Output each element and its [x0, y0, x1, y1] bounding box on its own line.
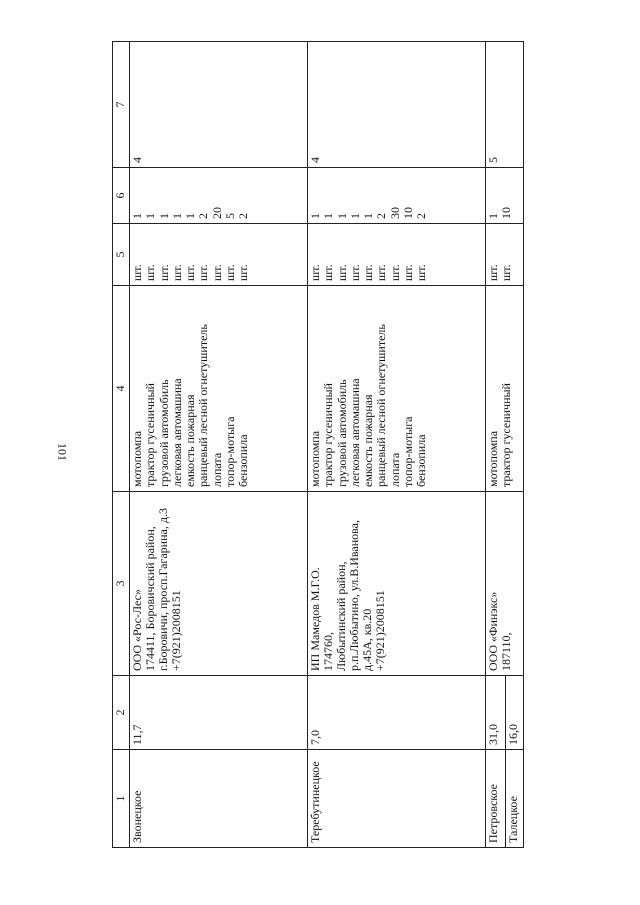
org-details: 174760, Любытинский район, р.п.Любытино, ул.В.Иванова, д.45А, кв.20 +7(921)2008151	[320, 519, 387, 671]
equipment-name: топор-мотыга	[401, 416, 416, 487]
district-cell: Талецкое	[506, 750, 524, 848]
area-cell: 11,7	[130, 676, 308, 750]
table-row	[308, 42, 486, 848]
equipment-name: ранцевый лесной огнетушитель	[374, 324, 389, 487]
unit-value: шт.	[169, 264, 184, 281]
equipment-name: трактор гусеничный	[499, 383, 514, 487]
unit-value: шт.	[236, 264, 251, 281]
area-cell: 16,0	[506, 676, 524, 750]
equipment-name: грузовой автомобиль	[334, 379, 349, 487]
col7-cell: 4	[308, 42, 486, 168]
unit-value: шт.	[401, 264, 416, 281]
quantity-value: 1	[308, 213, 322, 219]
equipment-table	[112, 41, 524, 848]
col-header-4: 4	[113, 286, 130, 492]
equipment-cell	[486, 286, 524, 492]
equipment-name: грузовой автомобиль	[156, 379, 171, 487]
unit-value: шт.	[414, 264, 429, 281]
unit-value: шт.	[499, 264, 514, 281]
equipment-name: лопата	[387, 452, 402, 487]
organization-cell	[308, 492, 486, 676]
equipment-name: мотопомпа	[486, 430, 500, 487]
quantity-value: 2	[374, 213, 389, 219]
page-number: 101	[55, 443, 70, 461]
rotated-table-page	[112, 42, 520, 848]
quantity-value: 1	[169, 213, 184, 219]
quantity-cell	[486, 168, 524, 224]
col-header-2: 2	[113, 676, 130, 750]
district-cell: Теребутинецкое	[308, 750, 486, 848]
equipment-cell	[130, 286, 308, 492]
quantity-value: 30	[387, 207, 402, 219]
equipment-name: емкость пожарная	[361, 394, 376, 487]
unit-value: шт.	[374, 264, 389, 281]
quantity-value: 10	[401, 207, 416, 219]
unit-value: шт.	[183, 264, 198, 281]
district-cell: Звонецкое	[130, 750, 308, 848]
quantity-value: 2	[236, 213, 251, 219]
col-header-1: 1	[113, 750, 130, 848]
equipment-cell	[308, 286, 486, 492]
equipment-name: легковая автомашина	[347, 378, 362, 487]
unit-value: шт.	[347, 264, 362, 281]
equipment-name: бензопила	[414, 434, 429, 487]
quantity-value: 1	[486, 213, 500, 219]
unit-cell	[308, 224, 486, 286]
quantity-value: 1	[361, 213, 376, 219]
quantity-value: 1	[321, 213, 336, 219]
equipment-name: трактор гусеничный	[143, 383, 158, 487]
area-cell: 31,0	[486, 676, 506, 750]
unit-value: шт.	[196, 264, 211, 281]
equipment-name: мотопомпа	[308, 430, 322, 487]
equipment-name: мотопомпа	[130, 430, 144, 487]
col-header-5: 5	[113, 224, 130, 286]
quantity-value: 2	[414, 213, 429, 219]
col-header-7: 7	[113, 42, 130, 168]
quantity-value: 1	[143, 213, 158, 219]
org-name: ООО «Рос-Лес»	[130, 588, 144, 671]
org-details: 174411, Боровичский район, г.Боровичи, просп.Гагарина, д.3 +7(921)2008151	[142, 508, 183, 671]
quantity-value: 5	[223, 213, 238, 219]
equipment-name: бензопила	[236, 434, 251, 487]
quantity-value: 2	[196, 213, 211, 219]
col-header-6: 6	[113, 168, 130, 224]
equipment-name: ранцевый лесной огнетушитель	[196, 324, 211, 487]
quantity-value: 1	[156, 213, 171, 219]
column-number-row	[113, 42, 130, 848]
unit-value: шт.	[321, 264, 336, 281]
unit-value: шт.	[223, 264, 238, 281]
unit-value: шт.	[143, 264, 158, 281]
quantity-value: 1	[183, 213, 198, 219]
col-header-3: 3	[113, 492, 130, 676]
quantity-value: 1	[347, 213, 362, 219]
unit-value: шт.	[361, 264, 376, 281]
quantity-value: 10	[499, 207, 514, 219]
unit-cell	[130, 224, 308, 286]
organization-cell	[130, 492, 308, 676]
equipment-name: легковая автомашина	[169, 378, 184, 487]
unit-value: шт.	[387, 264, 402, 281]
equipment-name: лопата	[209, 452, 224, 487]
quantity-value: 1	[130, 213, 144, 219]
unit-value: шт.	[209, 264, 224, 281]
equipment-name: трактор гусеничный	[321, 383, 336, 487]
quantity-cell	[130, 168, 308, 224]
col7-cell: 5	[486, 42, 524, 168]
equipment-name: емкость пожарная	[183, 394, 198, 487]
organization-cell	[486, 492, 524, 676]
quantity-cell	[308, 168, 486, 224]
area-cell: 7,0	[308, 676, 486, 750]
col7-cell: 4	[130, 42, 308, 168]
org-name: ИП Мамедов М.Г.О.	[308, 567, 322, 671]
table-row	[486, 42, 506, 848]
table-row	[130, 42, 308, 848]
quantity-value: 1	[334, 213, 349, 219]
unit-value: шт.	[156, 264, 171, 281]
org-details: 187110,	[498, 632, 513, 671]
org-name: ООО «Финэкс»	[486, 591, 500, 671]
unit-value: шт.	[308, 264, 322, 281]
unit-cell	[486, 224, 524, 286]
unit-value: шт.	[130, 264, 144, 281]
district-cell: Петровское	[486, 750, 506, 848]
unit-value: шт.	[486, 264, 500, 281]
unit-value: шт.	[334, 264, 349, 281]
quantity-value: 20	[209, 207, 224, 219]
equipment-name: топор-мотыга	[223, 416, 238, 487]
